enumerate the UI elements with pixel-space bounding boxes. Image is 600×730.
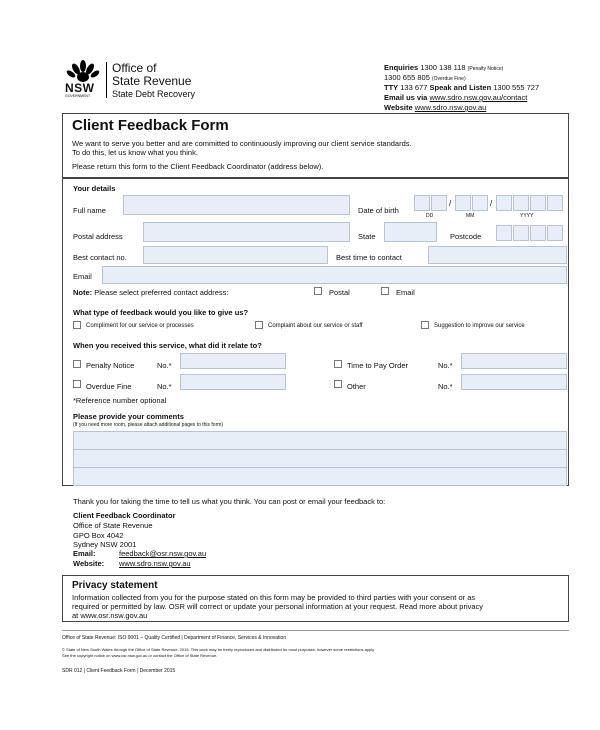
intro-line2: To do this, let us know what you think.: [72, 148, 198, 157]
state-input[interactable]: [384, 222, 437, 242]
logo-text: NSW: [65, 81, 95, 95]
postcode-digit-3[interactable]: [530, 225, 546, 241]
full-name-label: Full name: [73, 206, 106, 215]
email-label: Email: [73, 272, 92, 281]
coordinator-web-label: Website:: [73, 559, 105, 568]
note-label: Note:: [73, 288, 93, 297]
postal-checkbox[interactable]: [314, 287, 322, 295]
tty-number: 133 677: [400, 83, 428, 92]
privacy-line2: required or permitted by law. OSR will correct or update your personal information at your request. Read more about privacy: [72, 602, 484, 611]
dob-slash-1: /: [449, 199, 452, 208]
privacy-title: Privacy statement: [72, 580, 158, 591]
postcode-digit-2[interactable]: [513, 225, 529, 241]
overdue-no-label: No.*: [157, 382, 172, 391]
logo-subtext: GOVERNMENT: [65, 94, 91, 98]
postal-option-label: Postal: [329, 288, 350, 297]
complaint-label: Complaint about our service or staff: [268, 323, 363, 329]
time-to-pay-checkbox[interactable]: [334, 360, 342, 368]
coordinator-web-link[interactable]: www.sdro.nsw.gov.au: [119, 559, 191, 568]
dob-mm-hint: MM: [466, 213, 475, 219]
penalty-no-label: No.*: [157, 361, 172, 370]
email-via-label: Email us via: [384, 93, 428, 102]
enquiries-number: 1300 138 118: [420, 63, 466, 72]
full-name-input[interactable]: [123, 195, 350, 215]
dob-month-1[interactable]: [455, 195, 471, 211]
website-link[interactable]: www.sdro.nsw.gov.au: [414, 103, 487, 112]
email-option-label: Email: [396, 288, 415, 297]
form-title: Client Feedback Form: [72, 117, 229, 134]
time-to-pay-no-input[interactable]: [461, 353, 567, 369]
dob-dd-hint: DD: [426, 213, 434, 219]
complaint-checkbox[interactable]: [255, 321, 263, 329]
comments-textarea[interactable]: [73, 431, 567, 486]
service-relation-question: When you received this service, what did it relate to?: [73, 341, 262, 350]
footer-cert: Office of State Revenue: ISO 9001 – Quality Certified | Department of Finance, Services & Innovation: [62, 635, 287, 641]
coordinator-email-label: Email:: [73, 549, 96, 558]
enquiries-label: Enquiries: [384, 63, 419, 72]
overdue-fine-label: Overdue Fine: [86, 382, 132, 391]
org-name-line2: State Revenue: [112, 74, 192, 88]
other-checkbox[interactable]: [334, 380, 342, 388]
postcode-label: Postcode: [450, 232, 482, 241]
other-no-label: No.*: [438, 382, 453, 391]
state-label: State: [358, 232, 376, 241]
email-input[interactable]: [102, 266, 567, 284]
suggestion-checkbox[interactable]: [421, 321, 429, 329]
best-time-label: Best time to contact: [336, 253, 402, 262]
best-contact-input[interactable]: [143, 246, 328, 264]
postcode-digit-1[interactable]: [496, 225, 512, 241]
comments-subtext: (If you need more room, please attach additional pages to this form): [73, 422, 224, 428]
postal-address-input[interactable]: [143, 222, 350, 242]
overdue-number: 1300 655 805: [384, 73, 430, 82]
email-checkbox[interactable]: [381, 287, 389, 295]
overdue-no-input[interactable]: [180, 374, 286, 390]
footer-copyright1: © State of New South Wales through the Office of State Revenue, 2015. This work may be freely reproduced and distributed for most purposes, however some restrictions apply.: [62, 647, 375, 652]
penalty-no-input[interactable]: [180, 353, 286, 369]
dob-label: Date of birth: [358, 206, 399, 215]
tty-label: TTY: [384, 83, 399, 92]
logo-divider: [106, 62, 107, 98]
footer-ref: SDR 012 | Client Feedback Form | December 2015: [62, 668, 176, 674]
email-via-link[interactable]: www.sdro.nsw.gov.au/contact: [429, 93, 528, 102]
dob-year-1[interactable]: [496, 195, 512, 211]
suggestion-label: Suggestion to improve our service: [434, 323, 525, 329]
coordinator-email-link[interactable]: feedback@osr.nsw.gov.au: [119, 549, 207, 558]
footer-copyright2: See the copyright notice on www.osr.nsw.gov.au or contact the Office of State Revenue.: [62, 653, 218, 658]
your-details-heading: Your details: [73, 184, 116, 193]
website-label: Website: [384, 103, 413, 112]
compliment-label: Compliment for our service or processes: [86, 323, 194, 329]
reference-note: *Reference number optional: [73, 396, 167, 405]
dob-slash-2: /: [490, 199, 493, 208]
dob-day-2[interactable]: [431, 195, 447, 211]
comments-heading: Please provide your comments: [73, 412, 184, 421]
penalty-notice-checkbox[interactable]: [73, 360, 81, 368]
preferred-contact-note: [73, 288, 229, 297]
coordinator-org: Office of State Revenue: [73, 521, 153, 530]
privacy-line1: Information collected from you for the purpose stated on this form may be provided to third parties with your consent or as: [72, 593, 476, 602]
dob-day-1[interactable]: [414, 195, 430, 211]
coordinator-name: Client Feedback Coordinator: [73, 511, 176, 520]
dob-yyyy-hint: YYYY: [520, 213, 534, 219]
speak-number: 1300 555 727: [493, 83, 540, 92]
coordinator-box: GPO Box 4042: [73, 531, 124, 540]
org-subtitle: State Debt Recovery: [112, 89, 196, 99]
coordinator-city: Sydney NSW 2001: [73, 540, 137, 549]
org-name-line1: Office of: [112, 61, 157, 75]
dob-month-2[interactable]: [472, 195, 488, 211]
time-to-pay-no-label: No.*: [438, 361, 453, 370]
postal-address-label: Postal address: [73, 232, 123, 241]
feedback-type-question: What type of feedback would you like to give us?: [73, 308, 249, 317]
speak-label: Speak and Listen: [429, 83, 492, 92]
contact-block: [384, 63, 584, 113]
compliment-checkbox[interactable]: [73, 321, 81, 329]
intro-line1: We want to serve you better and are committed to continuously improving our client service standards.: [72, 139, 412, 148]
dob-year-2[interactable]: [513, 195, 529, 211]
overdue-fine-checkbox[interactable]: [73, 380, 81, 388]
other-no-input[interactable]: [461, 374, 567, 390]
best-time-input[interactable]: [428, 246, 567, 264]
overdue-note: (Overdue Fine): [431, 76, 466, 82]
privacy-line3: at www.osr.nsw.gov.au: [72, 611, 148, 620]
footer-divider: [62, 630, 569, 631]
note-text: Please select preferred contact address:: [94, 288, 229, 297]
dob-year-3[interactable]: [530, 195, 546, 211]
intro-line3: Please return this form to the Client Feedback Coordinator (address below).: [72, 162, 324, 171]
enquiries-note: (Penalty Notice): [467, 66, 504, 72]
penalty-notice-label: Penalty Notice: [86, 361, 135, 370]
time-to-pay-label: Time to Pay Order: [347, 361, 408, 370]
postcode-digit-4[interactable]: [547, 225, 563, 241]
thanks-text: Thank you for taking the time to tell us what you think. You can post or email your feedback to:: [73, 497, 386, 506]
other-label: Other: [347, 382, 366, 391]
dob-year-4[interactable]: [547, 195, 563, 211]
best-contact-label: Best contact no.: [73, 253, 127, 262]
nsw-logo: [62, 60, 104, 98]
